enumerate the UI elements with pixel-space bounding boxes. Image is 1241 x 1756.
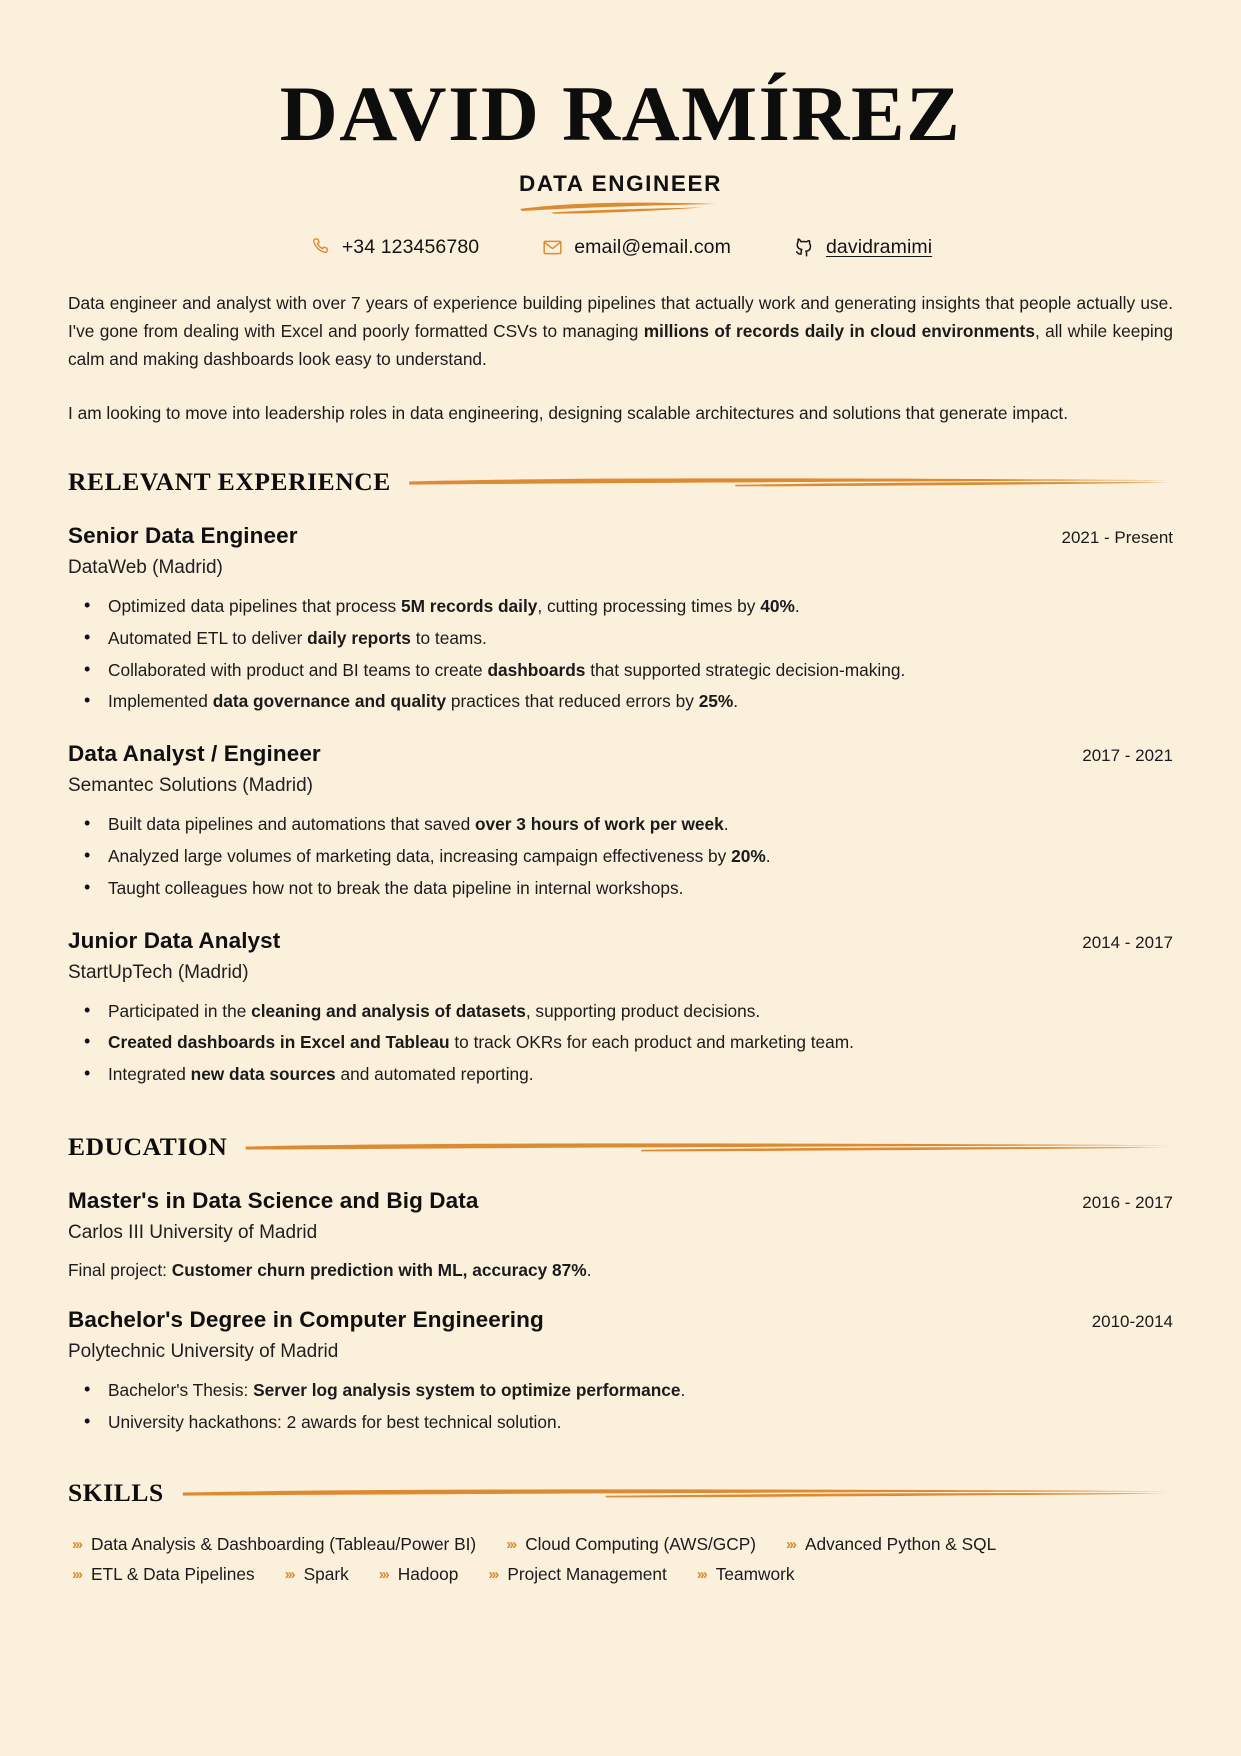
experience-entry-header	[68, 741, 1173, 767]
experience-entry-title: Junior Data Analyst	[68, 927, 281, 953]
body-text: .	[586, 1259, 592, 1280]
skill-label: Cloud Computing (AWS/GCP)	[525, 1533, 757, 1554]
education-list	[68, 1188, 1173, 1436]
experience-list	[68, 523, 1173, 1088]
emphasis-text: Server log analysis system to optimize performance	[253, 1379, 681, 1400]
skill-label: Teamwork	[715, 1563, 795, 1584]
skill-item	[285, 1564, 349, 1585]
resume-header	[68, 70, 1173, 259]
contact-phone[interactable]	[309, 236, 479, 259]
emphasis-text: 5M records daily	[400, 595, 538, 616]
phone-icon	[309, 236, 331, 258]
list-item	[104, 625, 1173, 652]
skill-item	[488, 1564, 666, 1585]
skill-item	[697, 1564, 795, 1585]
summary-paragraph-2: I am looking to move into leadership roles in data engineering, designing scalable architectures and solutions that generate impact.	[68, 402, 1069, 423]
experience-entry	[68, 741, 1173, 901]
chevron-marker-icon: ›››	[284, 1565, 294, 1583]
list-item	[104, 843, 1173, 870]
role-text: DATA ENGINEER	[519, 170, 722, 196]
body-text: to track OKRs for each product and marketing team.	[449, 1032, 854, 1053]
experience-entry-header	[68, 523, 1173, 549]
chevron-marker-icon: ›››	[786, 1535, 796, 1553]
github-handle-link[interactable]: davidramimi	[825, 235, 933, 258]
skill-item	[786, 1534, 996, 1555]
skill-label: Hadoop	[397, 1563, 459, 1584]
section-header-experience	[68, 467, 1173, 497]
list-item	[104, 1409, 1173, 1436]
body-text: University hackathons: 2 awards for best technical solution.	[108, 1411, 562, 1432]
body-text: Integrated	[108, 1064, 191, 1085]
role-block	[68, 171, 1173, 214]
skill-label: Data Analysis & Dashboarding (Tableau/Power BI)	[91, 1533, 477, 1554]
body-text: .	[794, 595, 800, 616]
experience-bullet-list	[68, 998, 1173, 1088]
skill-label: Spark	[303, 1563, 349, 1584]
chevron-marker-icon: ›››	[696, 1565, 706, 1583]
section-header-skills	[68, 1478, 1173, 1508]
skill-label: Project Management	[507, 1563, 667, 1584]
company-name: Semantec Solutions (Madrid)	[68, 775, 313, 797]
list-item	[104, 593, 1173, 620]
phone-text: +34 123456780	[341, 235, 480, 258]
education-entry-title: Bachelor's Degree in Computer Engineering	[68, 1306, 544, 1332]
company-name: DataWeb (Madrid)	[68, 556, 223, 578]
body-text: practices that reduced errors by	[446, 691, 699, 712]
company-name: StartUpTech (Madrid)	[68, 961, 249, 983]
list-item	[104, 998, 1173, 1025]
section-title-skills: SKILLS	[68, 1477, 164, 1507]
body-text: that supported strategic decision-making.	[585, 659, 906, 680]
skill-label: ETL & Data Pipelines	[91, 1563, 255, 1584]
body-text: .	[680, 1379, 686, 1400]
experience-entry-date: 2021 - Present	[1061, 527, 1173, 547]
contact-email[interactable]	[541, 236, 731, 259]
education-entry-header	[68, 1188, 1173, 1214]
experience-entry	[68, 928, 1173, 1088]
chevron-marker-icon: ›››	[488, 1565, 498, 1583]
body-text: Participated in the	[108, 1000, 252, 1021]
body-text: Automated ETL to deliver	[108, 627, 308, 648]
emphasis-text: daily reports	[307, 627, 411, 648]
emphasis-text: 40%	[760, 595, 795, 616]
chevron-marker-icon: ›››	[506, 1535, 516, 1553]
skill-item	[72, 1534, 476, 1555]
body-text: Collaborated with product and BI teams to create	[108, 659, 488, 680]
experience-entry-date: 2017 - 2021	[1082, 746, 1173, 766]
list-item	[104, 1377, 1173, 1404]
school-name: Carlos III University of Madrid	[68, 1221, 318, 1243]
skill-item	[379, 1564, 459, 1585]
body-text: , supporting product decisions.	[525, 1000, 761, 1021]
education-entry-title: Master's in Data Science and Big Data	[68, 1187, 479, 1213]
emphasis-text: over 3 hours of work per week	[475, 814, 724, 835]
body-text: Implemented	[108, 691, 213, 712]
emphasis-text: 25%	[698, 691, 734, 712]
chevron-marker-icon: ›››	[378, 1565, 388, 1583]
body-text: to teams.	[410, 627, 487, 648]
skill-label: Advanced Python & SQL	[805, 1533, 997, 1554]
emphasis-text: dashboards	[487, 659, 586, 680]
contact-github[interactable]	[793, 236, 932, 259]
list-item	[104, 811, 1173, 838]
body-text: Taught colleagues how not to break the data pipeline in internal workshops.	[108, 877, 684, 898]
body-text: and automated reporting.	[335, 1064, 534, 1085]
experience-entry-title: Data Analyst / Engineer	[68, 741, 321, 767]
list-item	[104, 875, 1173, 902]
emphasis-text: data governance and quality	[212, 691, 447, 712]
chevron-marker-icon: ›››	[72, 1565, 81, 1583]
education-entry-date: 2010-2014	[1091, 1311, 1173, 1331]
emphasis-text: cleaning and analysis of datasets	[251, 1000, 526, 1021]
chevron-marker-icon: ›››	[72, 1535, 81, 1553]
list-item	[104, 1029, 1173, 1056]
body-text: .	[723, 814, 729, 835]
brush-underline-icon	[516, 200, 726, 214]
experience-entry-title: Senior Data Engineer	[68, 522, 298, 548]
experience-entry-date: 2014 - 2017	[1082, 932, 1173, 952]
experience-bullet-list	[68, 593, 1173, 715]
contact-row	[68, 236, 1173, 259]
school-name: Polytechnic University of Madrid	[68, 1340, 339, 1362]
list-item	[104, 657, 1173, 684]
brush-rule-icon	[243, 1140, 1173, 1153]
education-bullet-list	[68, 1377, 1173, 1436]
section-title-experience: RELEVANT EXPERIENCE	[68, 466, 391, 496]
education-entry	[68, 1188, 1173, 1281]
summary-p1-highlight: millions of records daily in cloud environments	[643, 320, 1035, 341]
experience-entry	[68, 523, 1173, 715]
list-item	[104, 688, 1173, 715]
body-text: .	[733, 691, 739, 712]
experience-bullet-list	[68, 811, 1173, 901]
skills-list	[68, 1534, 1173, 1585]
section-title-education: EDUCATION	[68, 1131, 228, 1161]
summary-p1-part1: Data engineer and analyst with over 7 years of experience building pipelines that actually work and generating insights that people actually use. I've gone from dealing with Excel and poorly formatted CSVs to managing	[68, 292, 1173, 341]
emphasis-text: new data sources	[190, 1064, 336, 1085]
body-text: .	[765, 845, 771, 866]
brush-rule-icon	[407, 475, 1173, 488]
professional-summary	[68, 289, 1173, 427]
experience-entry-header	[68, 928, 1173, 954]
education-entry-date: 2016 - 2017	[1082, 1192, 1173, 1212]
github-icon	[793, 236, 815, 258]
education-entry-header	[68, 1307, 1173, 1333]
education-entry	[68, 1307, 1173, 1436]
section-header-education	[68, 1132, 1173, 1162]
emphasis-text: 20%	[731, 845, 766, 866]
body-text: Analyzed large volumes of marketing data, increasing campaign effectiveness by	[108, 845, 732, 866]
body-text: Bachelor's Thesis:	[108, 1379, 254, 1400]
body-text: Built data pipelines and automations that saved	[108, 814, 475, 835]
list-item	[104, 1061, 1173, 1088]
summary-p1-part2: , all while keeping calm and making dashboards look easy to understand.	[68, 320, 1173, 369]
envelope-icon	[541, 236, 563, 258]
brush-rule-icon	[180, 1486, 1173, 1499]
body-text: Optimized data pipelines that process	[108, 595, 401, 616]
body-text: Final project:	[68, 1259, 172, 1280]
page-title: DAVID RAMÍREZ	[279, 70, 962, 157]
emphasis-text: Created dashboards in Excel and Tableau	[108, 1032, 450, 1053]
entry-note	[68, 1260, 1173, 1281]
summary-paragraph-1	[68, 289, 1173, 373]
email-text: email@email.com	[574, 235, 731, 258]
emphasis-text: Customer churn prediction with ML, accuracy 87%	[171, 1259, 587, 1280]
skill-item	[72, 1564, 255, 1585]
skill-item	[506, 1534, 756, 1555]
body-text: , cutting processing times by	[537, 595, 761, 616]
